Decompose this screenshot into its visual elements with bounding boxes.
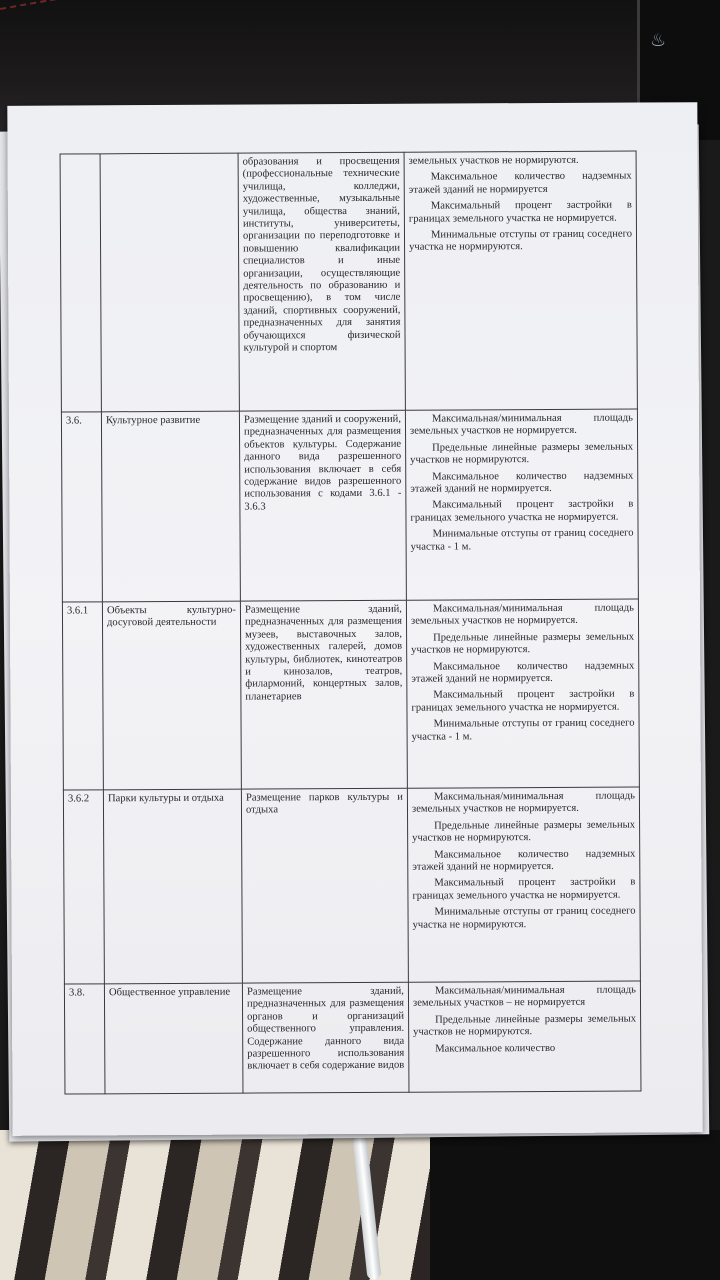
seat-heat-icon: ♨ <box>650 30 667 51</box>
code-cell: 3.6. <box>61 412 102 602</box>
param-line: Максимальный процент застройки в границах земельного участка не нормируется. <box>411 688 635 714</box>
param-line: Максимальное количество надземных этажей зданий не нормируется. <box>412 848 636 873</box>
param-line: Максимальная/минимальная площадь земельных участков не нормируется. <box>409 412 633 438</box>
table-row <box>63 787 640 984</box>
table-row <box>64 981 641 1094</box>
description-cell: Размещение зданий, предназначенных для размещения музеев, выставочных залов, художественных галерей, домов культуры, библиотек, кинотеатров и кинозалов, театров, филармоний, концертных залов, планетариев <box>240 600 407 789</box>
description-cell: Размещение зданий, предназначенных для размещения органов и организаций общественного управления. Содержание данного вида разрешенного использования включает в себя содержание видов <box>242 982 409 1093</box>
param-line: Максимальный процент застройки в границах земельного участка не нормируется. <box>410 498 634 524</box>
param-line: Максимальное количество надземных этажей зданий не нормируется. <box>411 660 635 685</box>
land-use-table <box>60 151 642 1095</box>
param-line: Максимальная/минимальная площадь земельных участков не нормируется. <box>410 602 634 628</box>
param-line: Предельные линейные размеры земельных участков не нормируются. <box>410 441 634 466</box>
console-background <box>430 1130 720 1280</box>
params-cell <box>406 599 639 788</box>
table-row <box>61 409 638 602</box>
param-line: Минимальные отступы от границ соседнего участка не нормируются. <box>412 905 636 931</box>
name-cell <box>100 153 239 412</box>
code-cell <box>60 154 101 412</box>
param-line: Максимальное количество надземных этажей зданий не нормируется <box>408 170 632 196</box>
params-cell <box>405 409 638 600</box>
param-line: Предельные линейные размеры земельных участков не нормируются. <box>411 631 635 656</box>
params-cell <box>407 787 640 982</box>
param-line: Предельные линейные размеры земельных участков не нормируются. <box>413 1013 637 1038</box>
code-cell: 3.8. <box>64 984 105 1094</box>
param-line: Максимальный процент застройки в границах земельного участка не нормируется. <box>408 199 632 225</box>
table-row <box>60 151 637 412</box>
document-page <box>7 102 702 1136</box>
param-line: Минимальные отступы от границ соседнего участка - 1 м. <box>411 717 635 743</box>
param-line: Максимальное количество надземных этажей зданий не нормируется. <box>410 470 634 495</box>
param-line: Предельные линейные размеры земельных участков не нормируются. <box>412 819 636 844</box>
description-cell: Размещение зданий и сооружений, предназначенных для размещения объектов культуры. Содержание данного вида разрешенного использования включает в себя содержание видов разрешенного использования с кодами 3.6.1 - 3.6.3 <box>239 410 406 601</box>
name-cell: Культурное развитие <box>101 411 240 602</box>
param-line: Минимальные отступы от границ соседнего участка - 1 м. <box>410 527 634 553</box>
description-cell: образования и просвещения (профессиональные технические училища, колледжи, художественные, музыкальные училища, общества знаний, институты, университеты, организации по переподготовке и повышению квалификации специалистов и иные организации, осуществляющие деятельность по образованию и просвещению), в том числе зданий, спортивных сооружений, предназначенных для занятия обучающихся физической культурой и спортом <box>238 152 405 411</box>
name-cell: Объекты культурно-досуговой деятельности <box>102 601 241 790</box>
name-cell: Парки культуры и отдыха <box>103 789 242 984</box>
code-cell: 3.6.2 <box>63 790 104 984</box>
param-line: Максимальный процент застройки в границах земельного участка не нормируется. <box>412 876 636 902</box>
description-cell: Размещение парков культуры и отдыха <box>241 788 408 983</box>
code-cell: 3.6.1 <box>62 602 103 790</box>
param-line: земельных участков не нормируются. <box>408 154 579 167</box>
params-cell <box>404 151 637 410</box>
table-row <box>62 599 639 790</box>
name-cell: Общественное управление <box>104 983 243 1094</box>
param-line: Минимальные отступы от границ соседнего участка не нормируются. <box>409 228 633 254</box>
param-line: Максимальная/минимальная площадь земельных участков не нормируется. <box>411 790 635 816</box>
param-line: Максимальная/минимальная площадь земельных участков – не нормируется <box>412 984 636 1010</box>
param-line: Максимальное количество <box>435 1042 556 1055</box>
params-cell <box>408 981 641 1092</box>
